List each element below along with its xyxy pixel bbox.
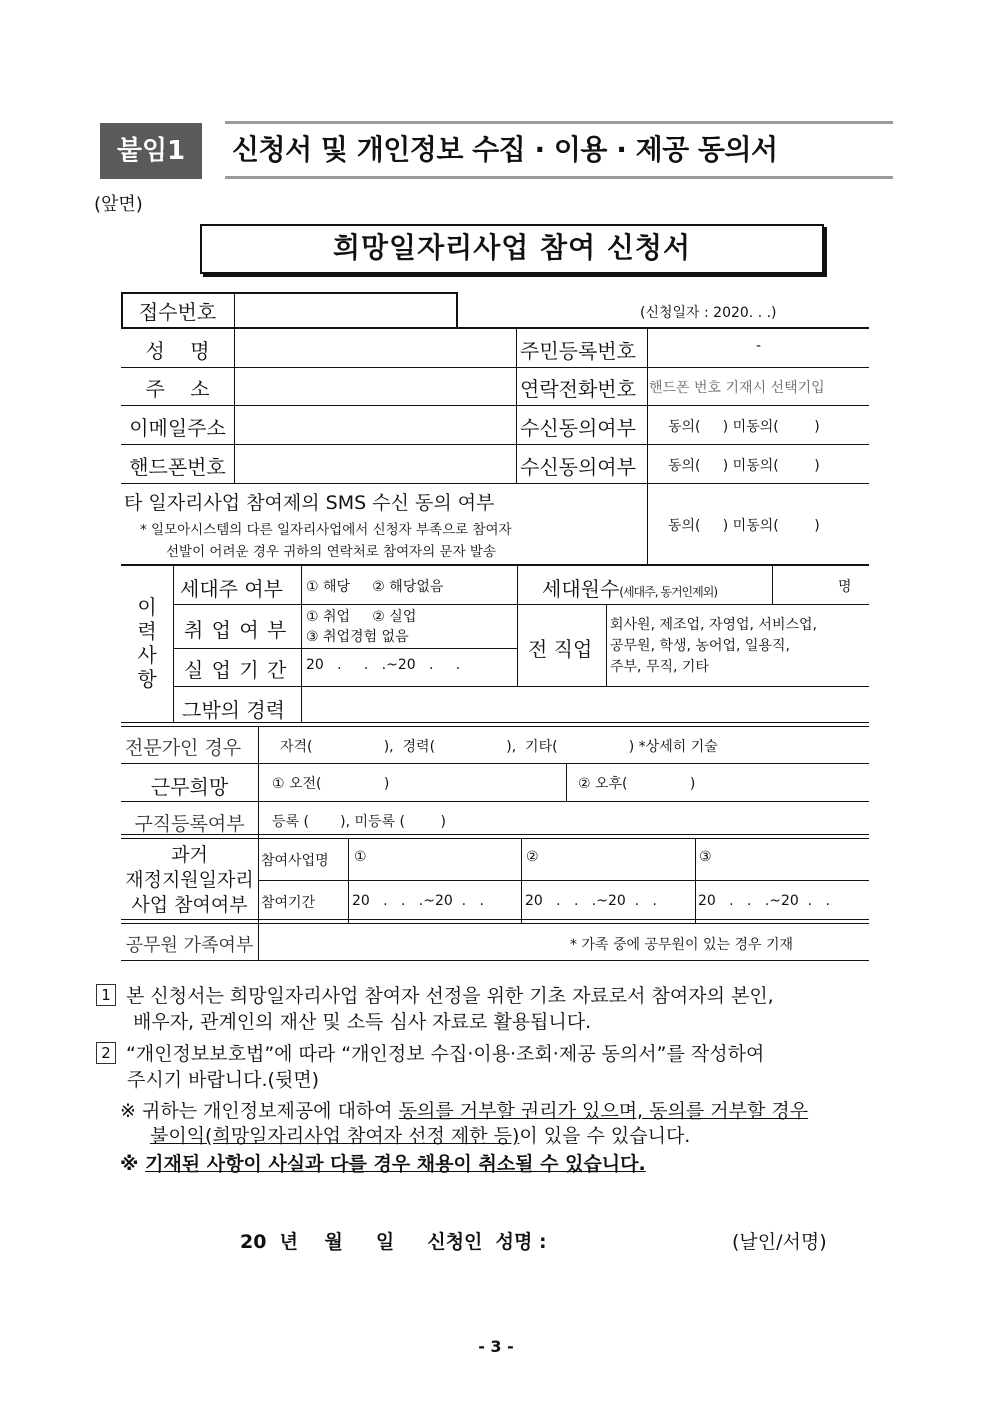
past-project-1[interactable]: ① <box>354 849 367 865</box>
civil-servant-family-label: 공무원 가족여부 <box>125 935 254 956</box>
receipt-label: 접수번호 <box>138 300 217 324</box>
past-project-3[interactable]: ③ <box>699 849 712 865</box>
expert-value[interactable]: 자격( ), 경력( ), 기타( ) *상세히 기술 <box>280 739 718 755</box>
household-members-label: 세대원수(세대주, 동거인제외) <box>542 577 718 601</box>
household-head-options[interactable]: ① 해당 ② 해당없음 <box>306 579 444 595</box>
mobile-label: 핸드폰번호 <box>129 455 226 479</box>
address-label: 주 소 <box>145 377 210 401</box>
phone-field[interactable]: 핸드폰 번호 기재시 선택기입 <box>649 380 825 396</box>
note-4: ※ 기재된 사항이 사실과 다를 경우 채용이 취소될 수 있습니다. <box>120 1153 646 1175</box>
attachment-badge: 붙임1 <box>100 123 202 179</box>
past-period-1[interactable]: 20 . . .~20 . . <box>352 893 484 909</box>
note-3-line-1: ※ 귀하는 개인정보제공에 대하여 동의를 거부할 권리가 있으며, 동의를 거부할 경우 <box>120 1100 809 1122</box>
email-label: 이메일주소 <box>129 416 226 440</box>
unemployment-period-label: 실 업 기 간 <box>184 658 288 682</box>
note-1-line-1: 1 본 신청서는 희망일자리사업 참여자 선정을 위한 기초 자료로서 참여자의 본인, <box>96 982 774 1010</box>
employment-option-1[interactable]: ① 취업 ② 실업 <box>306 609 417 625</box>
email-consent-label: 수신동의여부 <box>520 416 636 440</box>
email-consent-value[interactable]: 동의( ) 미동의( ) <box>668 419 820 435</box>
past-participation-label: 과거 재정지원일자리 사업 참여여부 <box>125 844 254 916</box>
receipt-number-field[interactable] <box>236 294 455 327</box>
apply-date: (신청일자 : 2020. . .) <box>640 305 777 321</box>
sms-consent-note-2: 선발이 어려운 경우 귀하의 연락처로 참여자의 문자 발송 <box>166 544 496 560</box>
note-2-number: 2 <box>96 1042 116 1064</box>
job-registration-label: 구직등록여부 <box>134 813 245 835</box>
work-preference-label: 근무희망 <box>150 775 229 799</box>
sms-consent-note-1: * 일모아시스템의 다른 일자리사업에서 신청자 부족으로 참여자 <box>140 522 512 538</box>
rrn-label: 주민등록번호 <box>520 339 636 363</box>
past-period-3[interactable]: 20 . . .~20 . . <box>698 893 830 909</box>
form-title: 희망일자리사업 참여 신청서 <box>332 231 692 264</box>
household-members-unit: 명 <box>838 579 852 595</box>
sms-consent-title: 타 일자리사업 참여제의 SMS 수신 동의 여부 <box>124 492 495 514</box>
note-1-number: 1 <box>96 984 116 1006</box>
note-3-line-2: 불이익(희망일자리사업 참여자 선정 제한 등)이 있을 수 있습니다. <box>150 1125 691 1147</box>
previous-job-label: 전 직업 <box>528 637 593 661</box>
document-title: 신청서 및 개인정보 수집 · 이용 · 제공 동의서 <box>232 133 778 166</box>
history-label: 이 력 사 항 <box>137 595 157 691</box>
front-side-label: (앞면) <box>94 194 143 215</box>
mobile-consent-value[interactable]: 동의( ) 미동의( ) <box>668 458 820 474</box>
expert-label: 전문가인 경우 <box>125 737 242 759</box>
note-2-line-2: 주시기 바랍니다.(뒷면) <box>127 1069 320 1091</box>
email-field[interactable] <box>235 406 516 444</box>
mobile-field[interactable] <box>235 445 516 483</box>
name-field[interactable] <box>235 328 516 367</box>
phone-label: 연락전화번호 <box>520 377 636 401</box>
seal-signature-label: (날인/서명) <box>732 1231 827 1253</box>
unemployment-period-value[interactable]: 20 . . .~20 . . <box>306 657 461 673</box>
note-1-line-2: 배우자, 관계인의 재산 및 소득 심사 자료로 활용됩니다. <box>133 1011 592 1033</box>
household-head-label: 세대주 여부 <box>180 577 283 601</box>
past-project-name-label: 참여사업명 <box>261 853 329 869</box>
address-field[interactable] <box>235 368 516 405</box>
employment-option-2[interactable]: ③ 취업경험 없음 <box>306 629 409 645</box>
rrn-field[interactable]: - <box>755 338 762 354</box>
sms-consent-value[interactable]: 동의( ) 미동의( ) <box>668 518 820 534</box>
past-project-2[interactable]: ② <box>526 849 539 865</box>
previous-job-options-2[interactable]: 공무원, 학생, 농어업, 일용직, <box>610 638 790 654</box>
past-period-2[interactable]: 20 . . .~20 . . <box>525 893 657 909</box>
previous-job-options-3[interactable]: 주부, 무직, 기타 <box>610 659 709 675</box>
other-career-label: 그밖의 경력 <box>182 698 285 722</box>
previous-job-options-1[interactable]: 회사원, 제조업, 자영업, 서비스업, <box>610 617 817 633</box>
note-2-line-1: 2 “개인정보보호법”에 따라 “개인정보 수집·이용·조회·제공 동의서”를 작성하여 <box>96 1040 764 1068</box>
page-number: - 3 - <box>478 1337 514 1356</box>
work-preference-morning[interactable]: ① 오전( ) <box>272 776 390 792</box>
civil-servant-family-note: * 가족 중에 공무원이 있는 경우 기재 <box>570 937 794 953</box>
mobile-consent-label: 수신동의여부 <box>520 455 636 479</box>
work-preference-afternoon[interactable]: ② 오후( ) <box>578 776 696 792</box>
employment-label: 취 업 여 부 <box>184 618 288 642</box>
other-career-field[interactable] <box>302 687 869 722</box>
name-label: 성 명 <box>145 339 210 363</box>
signature-date-line: 20 년 월 일 신청인 성명 : <box>240 1231 547 1253</box>
past-period-label: 참여기간 <box>261 895 316 911</box>
job-registration-value[interactable]: 등록 ( ), 미등록 ( ) <box>272 814 447 830</box>
